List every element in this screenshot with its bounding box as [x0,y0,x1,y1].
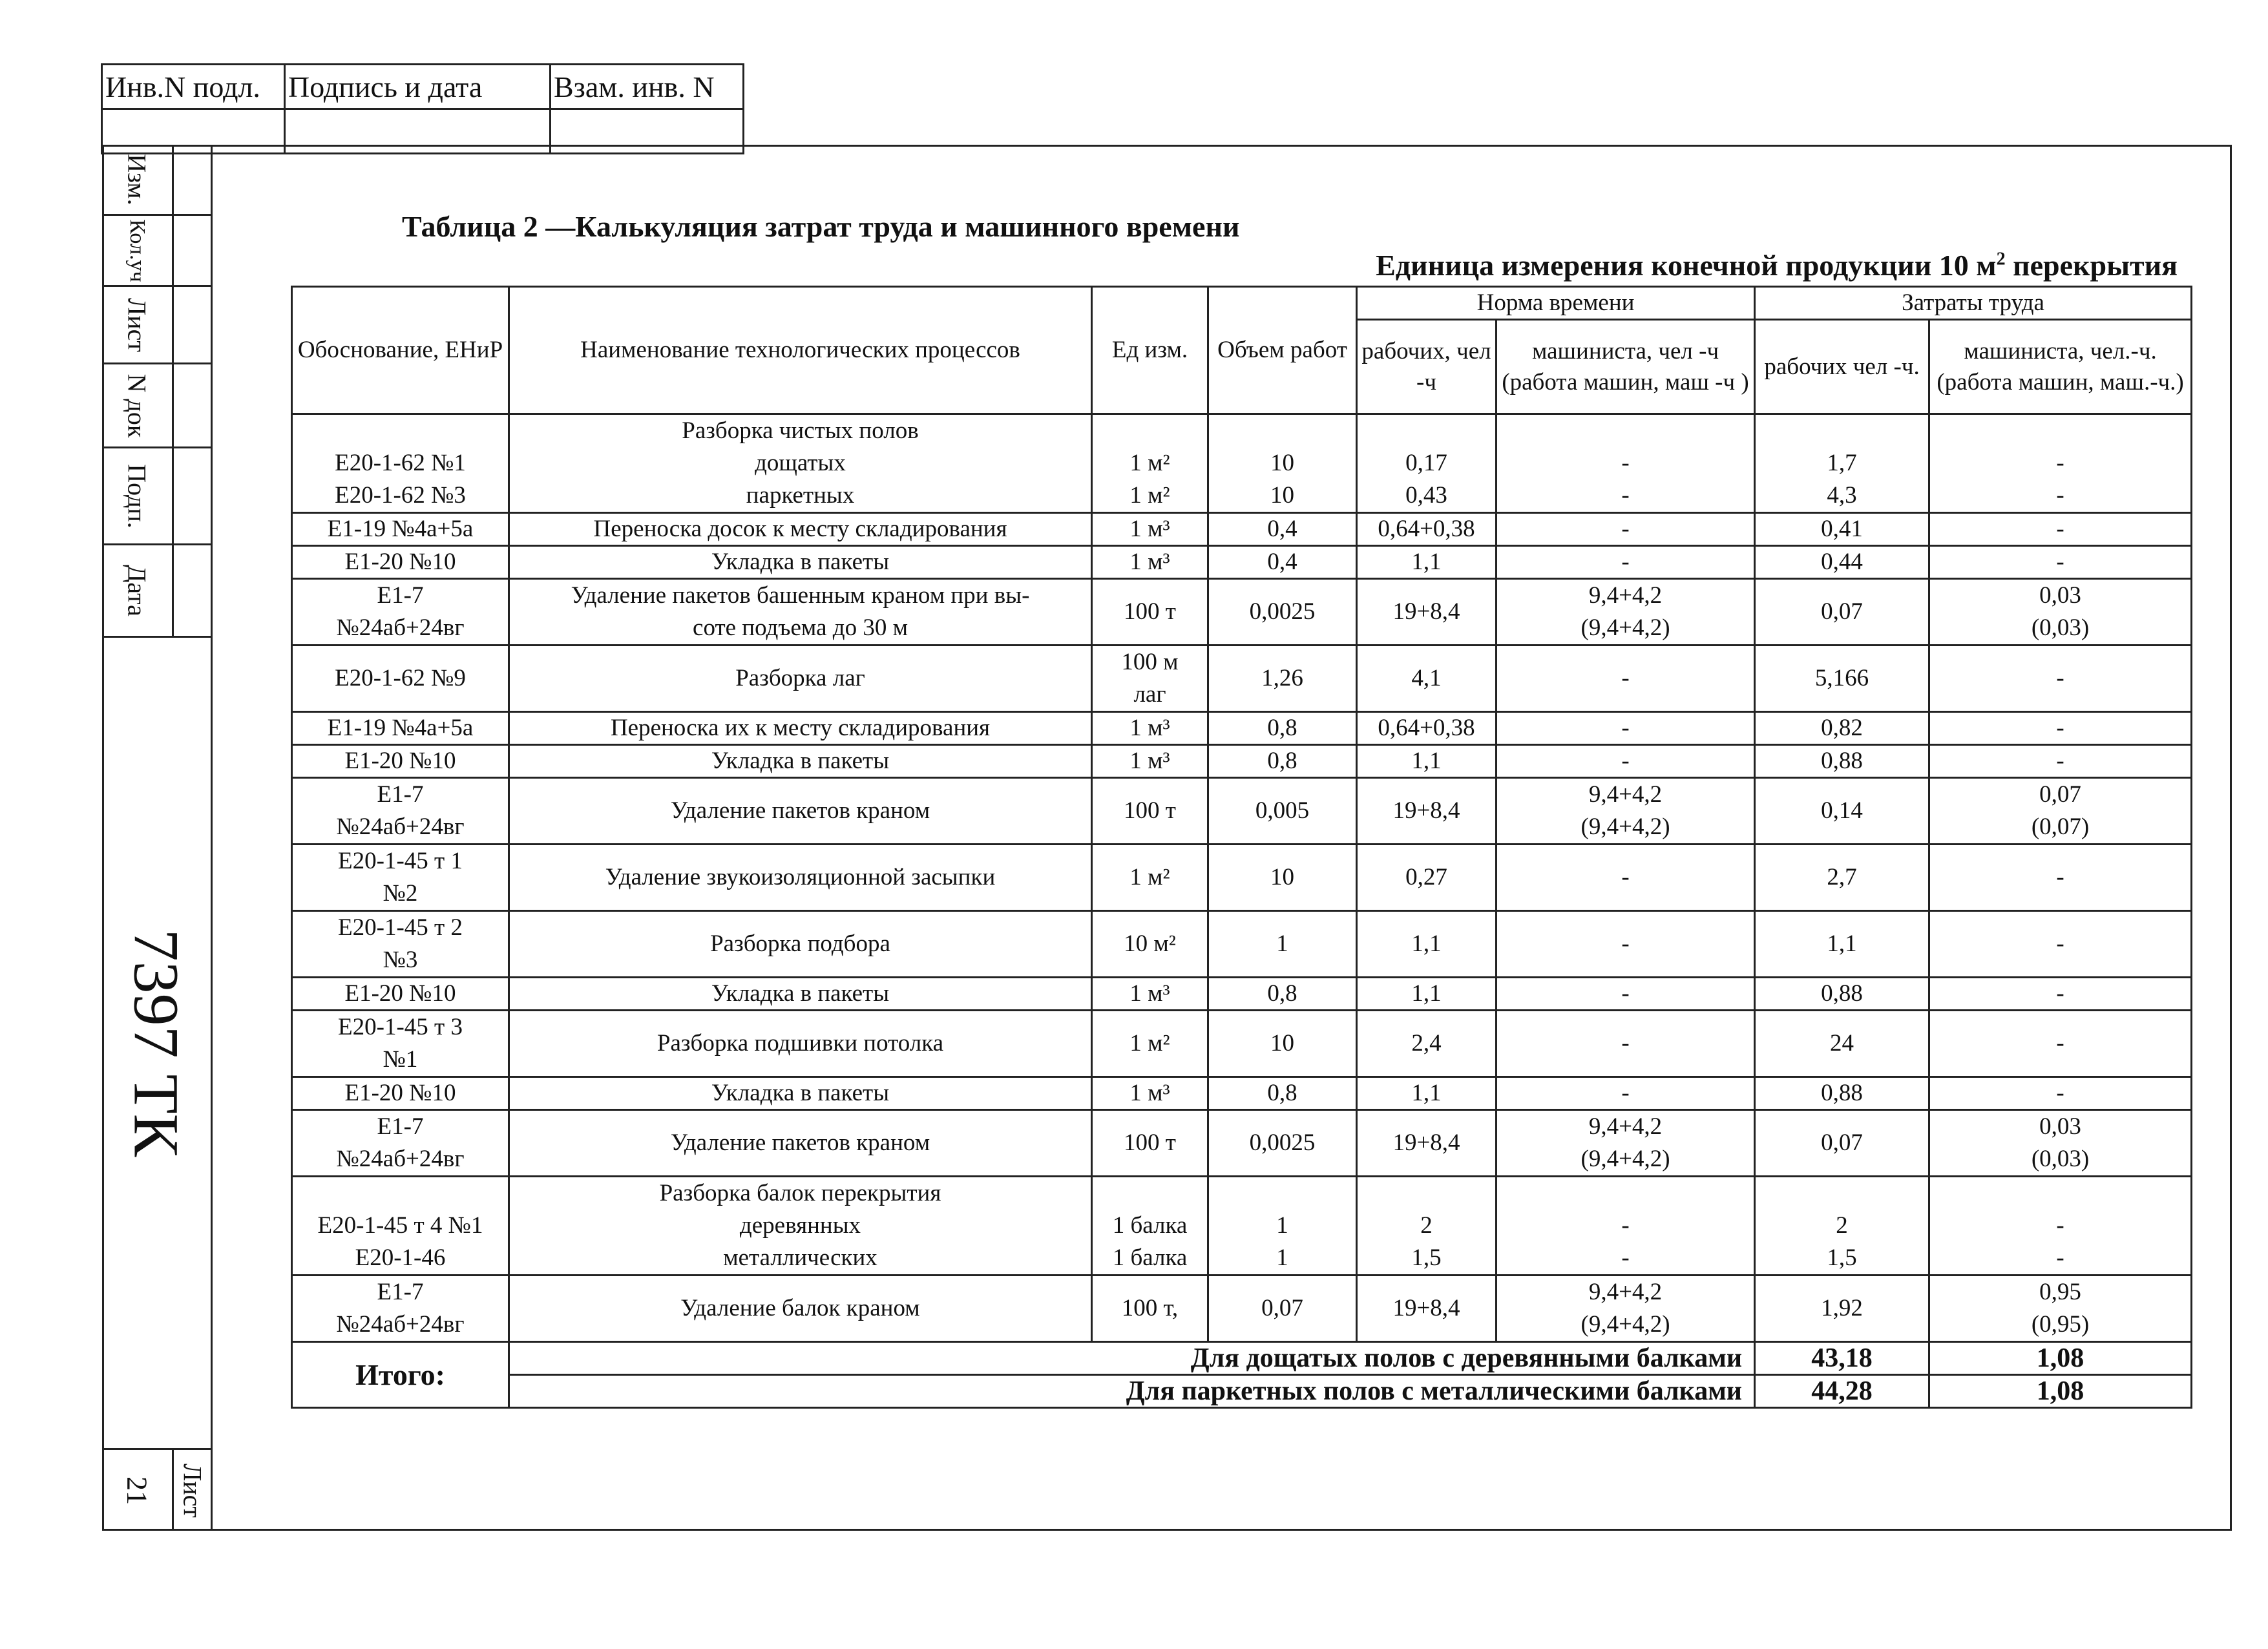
table-row [292,546,2192,579]
norm-machinist-cell: - [1496,978,1755,1011]
table-row [292,712,2192,745]
labor-machinist-cell: 0,03 (0,03) [1929,579,2192,646]
norm-machinist-cell: - - [1496,1177,1755,1276]
table-row [292,646,2192,712]
total-row [292,1375,2192,1408]
unit-cell: 1 м³ [1092,1077,1208,1110]
volume-cell: 0,8 [1208,978,1357,1011]
unit-cell: 100 т, [1092,1276,1208,1342]
labor-workers-cell: 2 1,5 [1755,1177,1929,1276]
norm-workers-cell: 19+8,4 [1357,778,1496,845]
norm-machinist-cell: 9,4+4,2 (9,4+4,2) [1496,1110,1755,1177]
table-row [292,845,2192,911]
unit-cell: 1 м² 1 м² [1092,414,1208,513]
unit-cell: 100 т [1092,778,1208,845]
header-volume: Объем работ [1208,287,1357,414]
basis-cell: Е1-20 №10 [292,546,509,579]
table-row [292,513,2192,546]
approval-stamp [101,63,744,154]
labor-machinist-cell: - [1929,911,2192,978]
volume-cell: 0,07 [1208,1276,1357,1342]
table-subtitle: Единица измерения конечной продукции 10 $м^2$ перекрытия [1376,249,2178,282]
table-row [292,1110,2192,1177]
norm-machinist-cell: - [1496,513,1755,546]
table-row [292,1177,2192,1276]
labor-workers-cell: 0,82 [1755,712,1929,745]
norm-workers-cell: 1,1 [1357,911,1496,978]
unit-cell: 1 м³ [1092,712,1208,745]
total-machinist: 1,08 [1929,1342,2192,1375]
basis-cell: Е1-20 №10 [292,745,509,778]
norm-machinist-cell: - [1496,1077,1755,1110]
norm-workers-cell: 0,27 [1357,845,1496,911]
labor-workers-cell: 1,7 4,3 [1755,414,1929,513]
table-row [292,1011,2192,1077]
unit-cell: 1 м³ [1092,546,1208,579]
basis-cell: Е1-19 №4а+5а [292,712,509,745]
basis-cell: Е20-1-45 т 2 №3 [292,911,509,978]
total-description: Для дощатых полов с деревянными балками [509,1342,1755,1375]
replace-inv-label: Взам. инв. N [551,65,744,109]
table-row [292,579,2192,646]
labor-machinist-cell: - - [1929,414,2192,513]
norm-machinist-cell: - [1496,546,1755,579]
labor-machinist-cell: - [1929,1077,2192,1110]
basis-cell: Е1-7 №24аб+24вг [292,1110,509,1177]
table-title: Таблица 2 —Калькуляция затрат труда и машинного времени [402,210,1240,243]
header-basis: Обоснование, ЕНиР [292,287,509,414]
process-name-cell: Разборка подбора [509,911,1092,978]
process-name-cell: Удаление пакетов краном [509,778,1092,845]
process-name-cell: Удаление балок краном [509,1276,1092,1342]
header-labor-machinist: машиниста, чел.-ч. (работа машин, маш.-ч.) [1929,320,2192,414]
volume-cell: 0,4 [1208,546,1357,579]
norm-machinist-cell: 9,4+4,2 (9,4+4,2) [1496,778,1755,845]
labor-workers-cell: 0,14 [1755,778,1929,845]
unit-cell: 1 балка 1 балка [1092,1177,1208,1276]
labor-workers-cell: 24 [1755,1011,1929,1077]
process-name-cell: Переноска их к месту складирования [509,712,1092,745]
process-name-cell: Удаление звукоизоляционной засыпки [509,845,1092,911]
podp-label: Подп. [102,448,172,545]
total-row [292,1342,2192,1375]
labor-machinist-cell: - [1929,646,2192,712]
list-label: Лист [102,287,172,364]
basis-cell: Е1-20 №10 [292,1077,509,1110]
labor-machinist-cell: - [1929,978,2192,1011]
process-name-cell: Разборка лаг [509,646,1092,712]
norm-workers-cell: 19+8,4 [1357,1110,1496,1177]
revision-labels [102,145,172,636]
labor-machinist-cell: - [1929,845,2192,911]
norm-workers-cell: 1,1 [1357,1077,1496,1110]
sheet-label: Лист [172,1450,211,1531]
volume-cell: 10 [1208,1011,1357,1077]
process-name-cell: Удаление пакетов краном [509,1110,1092,1177]
inv-podl-label: Инв.N подл. [102,65,285,109]
unit-cell: 1 м³ [1092,745,1208,778]
table-row [292,911,2192,978]
side-title-block [102,145,211,1531]
norm-workers-cell: 1,1 [1357,745,1496,778]
labor-workers-cell: 0,07 [1755,1110,1929,1177]
basis-cell: Е1-7 №24аб+24вг [292,1276,509,1342]
unit-cell: 10 м² [1092,911,1208,978]
labor-machinist-cell: 0,07 (0,07) [1929,778,2192,845]
process-name-cell: Укладка в пакеты [509,745,1092,778]
header-unit: Ед изм. [1092,287,1208,414]
norm-machinist-cell: - [1496,911,1755,978]
unit-cell: 100 т [1092,1110,1208,1177]
process-name-cell: Удаление пакетов башенным краном при вы- соте подъема до 30 м [509,579,1092,646]
process-name-cell: Переноска досок к месту складирования [509,513,1092,546]
volume-cell: 0,8 [1208,712,1357,745]
sheet-number: 21 [121,1476,153,1505]
labor-machinist-cell: - [1929,546,2192,579]
norm-workers-cell: 2,4 [1357,1011,1496,1077]
unit-cell: 100 м лаг [1092,646,1208,712]
header-norm: Норма времени [1357,287,1755,320]
basis-cell: Е20-1-45 т 1 №2 [292,845,509,911]
n-dok-label: N док [102,364,172,448]
labor-workers-cell: 0,41 [1755,513,1929,546]
norm-workers-cell: 1,1 [1357,978,1496,1011]
norm-machinist-cell: - - [1496,414,1755,513]
process-name-cell: Укладка в пакеты [509,1077,1092,1110]
labor-workers-cell: 0,88 [1755,1077,1929,1110]
table-row [292,778,2192,845]
process-name-cell: Разборка балок перекрытия деревянных металлических [509,1177,1092,1276]
header-labor: Затраты труда [1755,287,2192,320]
norm-machinist-cell: 9,4+4,2 (9,4+4,2) [1496,1276,1755,1342]
document-code: 7397 ТК [102,636,211,1450]
revision-values [172,145,211,636]
unit-cell: 1 м³ [1092,978,1208,1011]
table-row [292,978,2192,1011]
volume-cell: 0,4 [1208,513,1357,546]
process-name-cell: Разборка чистых полов дощатых паркетных [509,414,1092,513]
labor-machinist-cell: - [1929,1011,2192,1077]
total-workers: 44,28 [1755,1375,1929,1408]
calculation-table [291,286,2192,1409]
labor-machinist-cell: 0,95 (0,95) [1929,1276,2192,1342]
norm-workers-cell: 0,64+0,38 [1357,712,1496,745]
labor-workers-cell: 0,44 [1755,546,1929,579]
volume-cell: 0,005 [1208,778,1357,845]
labor-machinist-cell: - [1929,513,2192,546]
sheet-block [102,1450,211,1531]
kol-uch-label: Кол.уч [102,216,172,287]
total-machinist: 1,08 [1929,1375,2192,1408]
labor-machinist-cell: - - [1929,1177,2192,1276]
volume-cell: 0,0025 [1208,1110,1357,1177]
norm-workers-cell: 2 1,5 [1357,1177,1496,1276]
labor-workers-cell: 2,7 [1755,845,1929,911]
norm-machinist-cell: - [1496,845,1755,911]
unit-cell: 1 м² [1092,1011,1208,1077]
norm-workers-cell: 4,1 [1357,646,1496,712]
basis-cell: Е20-1-62 №1 Е20-1-62 №3 [292,414,509,513]
labor-workers-cell: 0,07 [1755,579,1929,646]
table-row [292,745,2192,778]
norm-workers-cell: 0,17 0,43 [1357,414,1496,513]
process-name-cell: Разборка подшивки потолка [509,1011,1092,1077]
norm-machinist-cell: - [1496,745,1755,778]
norm-machinist-cell: 9,4+4,2 (9,4+4,2) [1496,579,1755,646]
data-label: Дата [122,565,152,616]
header-norm-machinist: машиниста, чел -ч (работа машин, маш -ч ) [1496,320,1755,414]
volume-cell: 0,8 [1208,1077,1357,1110]
volume-cell: 10 [1208,845,1357,911]
basis-cell: Е1-7 №24аб+24вг [292,778,509,845]
labor-machinist-cell: - [1929,712,2192,745]
volume-cell: 1 1 [1208,1177,1357,1276]
labor-workers-cell: 1,1 [1755,911,1929,978]
labor-workers-cell: 5,166 [1755,646,1929,712]
basis-cell: Е20-1-45 т 3 №1 [292,1011,509,1077]
total-workers: 43,18 [1755,1342,1929,1375]
volume-cell: 1 [1208,911,1357,978]
table-row [292,1077,2192,1110]
norm-workers-cell: 19+8,4 [1357,579,1496,646]
labor-machinist-cell: 0,03 (0,03) [1929,1110,2192,1177]
header-norm-workers: рабочих, чел -ч [1357,320,1496,414]
process-name-cell: Укладка в пакеты [509,978,1092,1011]
table-row [292,414,2192,513]
volume-cell: 0,0025 [1208,579,1357,646]
basis-cell: Е1-19 №4а+5а [292,513,509,546]
volume-cell: 10 10 [1208,414,1357,513]
header-labor-workers: рабочих чел -ч. [1755,320,1929,414]
norm-workers-cell: 0,64+0,38 [1357,513,1496,546]
labor-workers-cell: 1,92 [1755,1276,1929,1342]
unit-cell: 1 м³ [1092,513,1208,546]
norm-machinist-cell: - [1496,646,1755,712]
basis-cell: Е20-1-45 т 4 №1 Е20-1-46 [292,1177,509,1276]
norm-machinist-cell: - [1496,712,1755,745]
norm-workers-cell: 1,1 [1357,546,1496,579]
labor-workers-cell: 0,88 [1755,745,1929,778]
norm-workers-cell: 19+8,4 [1357,1276,1496,1342]
unit-cell: 1 м² [1092,845,1208,911]
header-name: Наименование технологических процессов [509,287,1092,414]
basis-cell: Е1-7 №24аб+24вг [292,579,509,646]
labor-workers-cell: 0,88 [1755,978,1929,1011]
norm-machinist-cell: - [1496,1011,1755,1077]
volume-cell: 1,26 [1208,646,1357,712]
signature-date-label: Подпись и дата [285,65,551,109]
table-row [292,1276,2192,1342]
volume-cell: 0,8 [1208,745,1357,778]
izm-label: Изм. [102,145,172,216]
unit-cell: 100 т [1092,579,1208,646]
total-label: Итого: [292,1342,509,1408]
labor-machinist-cell: - [1929,745,2192,778]
basis-cell: Е20-1-62 №9 [292,646,509,712]
basis-cell: Е1-20 №10 [292,978,509,1011]
process-name-cell: Укладка в пакеты [509,546,1092,579]
total-description: Для паркетных полов с металлическими балками [509,1375,1755,1408]
